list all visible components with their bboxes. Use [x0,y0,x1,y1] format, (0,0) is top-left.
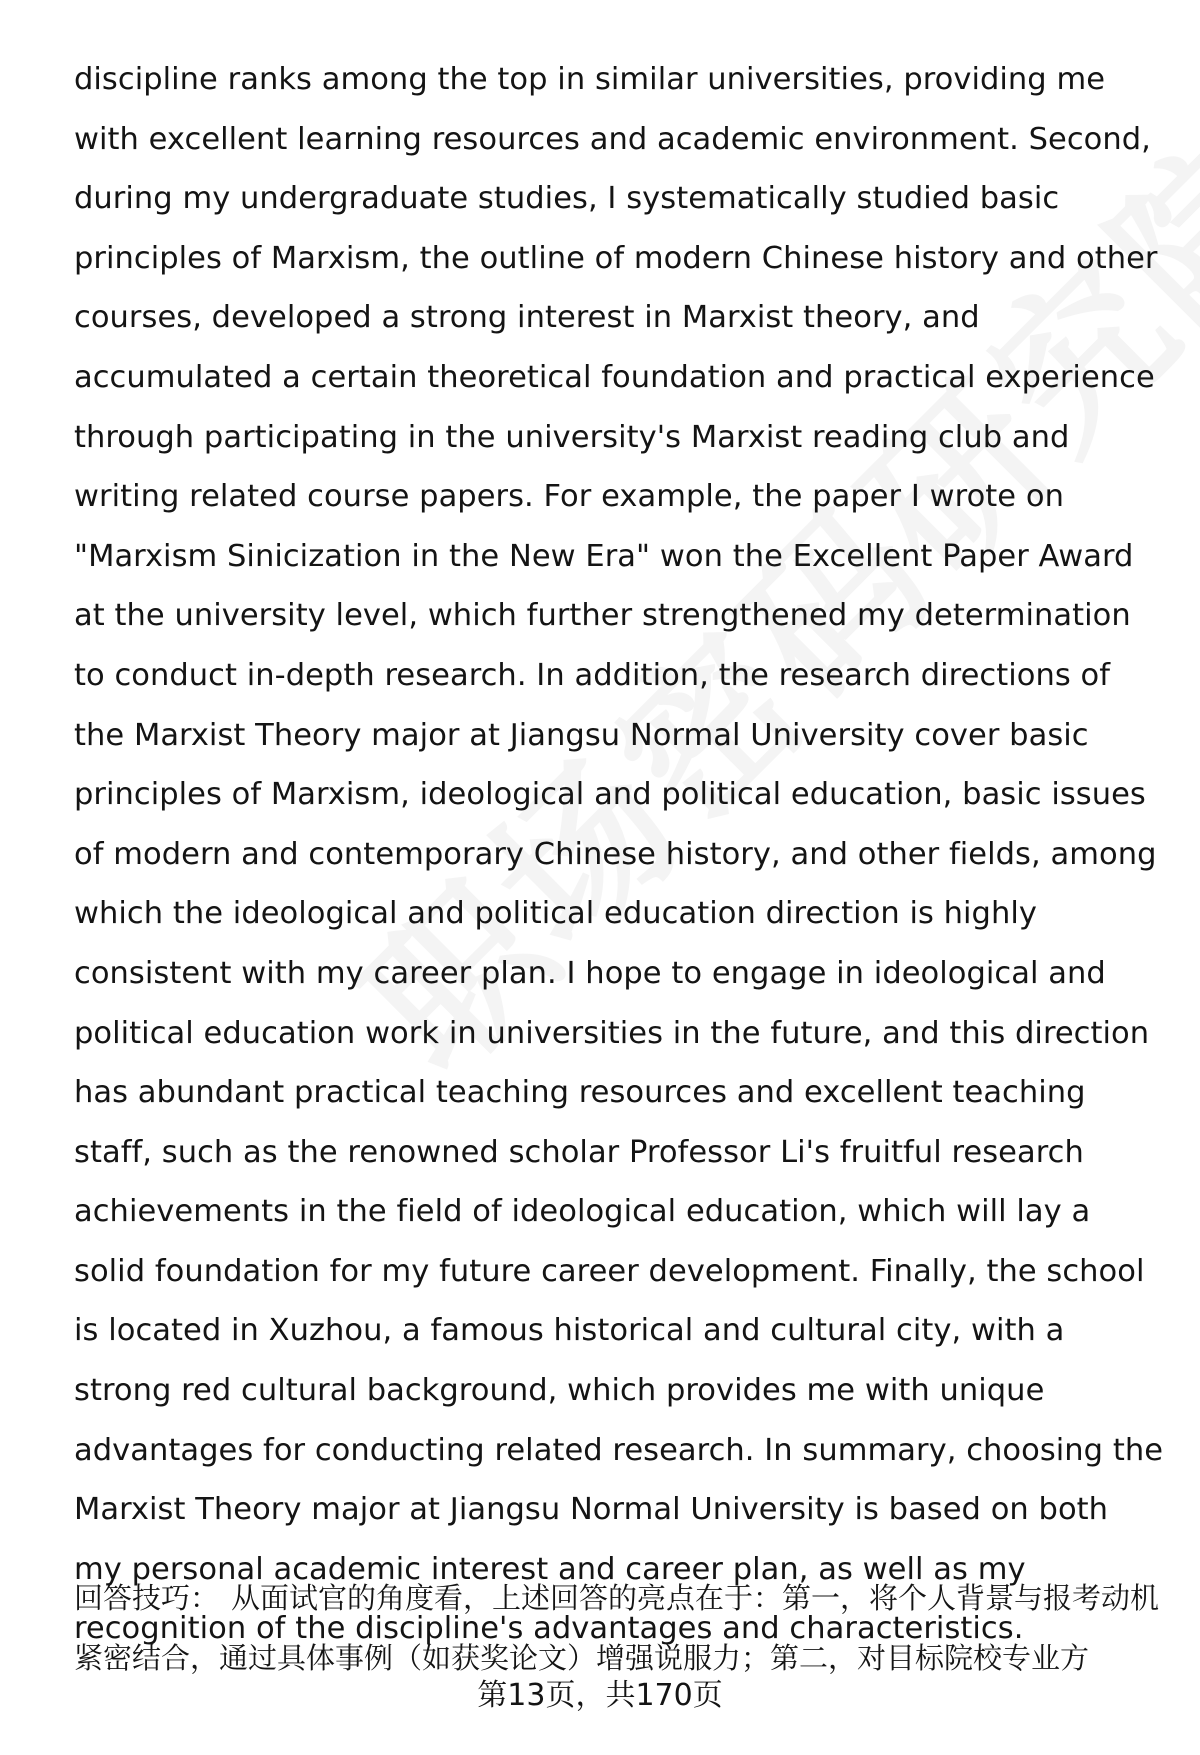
page-number: 第13页，共170页 [477,1678,723,1713]
answer-tip [74,1568,1164,1688]
answer-paragraph: discipline ranks among the top in similar universities, providing me with excellent learning resources and academic environment. Second, during my undergraduate studies, I systematically studied basic principles of Marxism, the outline of modern Chinese history and other courses, developed a strong interest in Marxist theory, and accumulated a certain theoretical foundation and practical experience through participating in the university's Marxist reading club and writing related course papers. For example, the paper I wrote on "Marxism Sinicization in the New Era" won the Excellent Paper Award at the university level, which further strengthened my determination to conduct in-depth research. In addition, the research directions of the Marxist Theory major at Jiangsu Normal University cover basic principles of Marxism, ideological and political education, basic issues of modern and contemporary Chinese history, and other fields, among which the ideological and political education direction is highly consistent with my career plan. I hope to engage in ideological and political education work in universities in the future, and this direction has abundant practical teaching resources and excellent teaching staff, such as the renowned scholar Professor Li's fruitful research achievements in the field of ideological education, which will lay a solid foundation for my future career development. Finally, the school is located in Xuzhou, a famous historical and cultural city, with a strong red cultural background, which provides me with unique advantages for conducting related research. In summary, choosing the Marxist Theory major at Jiangsu Normal University is based on both my personal academic interest and career plan, as well as my recognition of the discipline's advantages and characteristics. [74,62,1164,1647]
tip-label: 回答技巧： [74,1581,220,1615]
tip-text: 从面试官的角度看，上述回答的亮点在于：第一，将个人背景与报考动机紧密结合，通过具体事例（如获奖论文）增强说服力；第二，对目标院校专业方 [74,1581,1160,1675]
